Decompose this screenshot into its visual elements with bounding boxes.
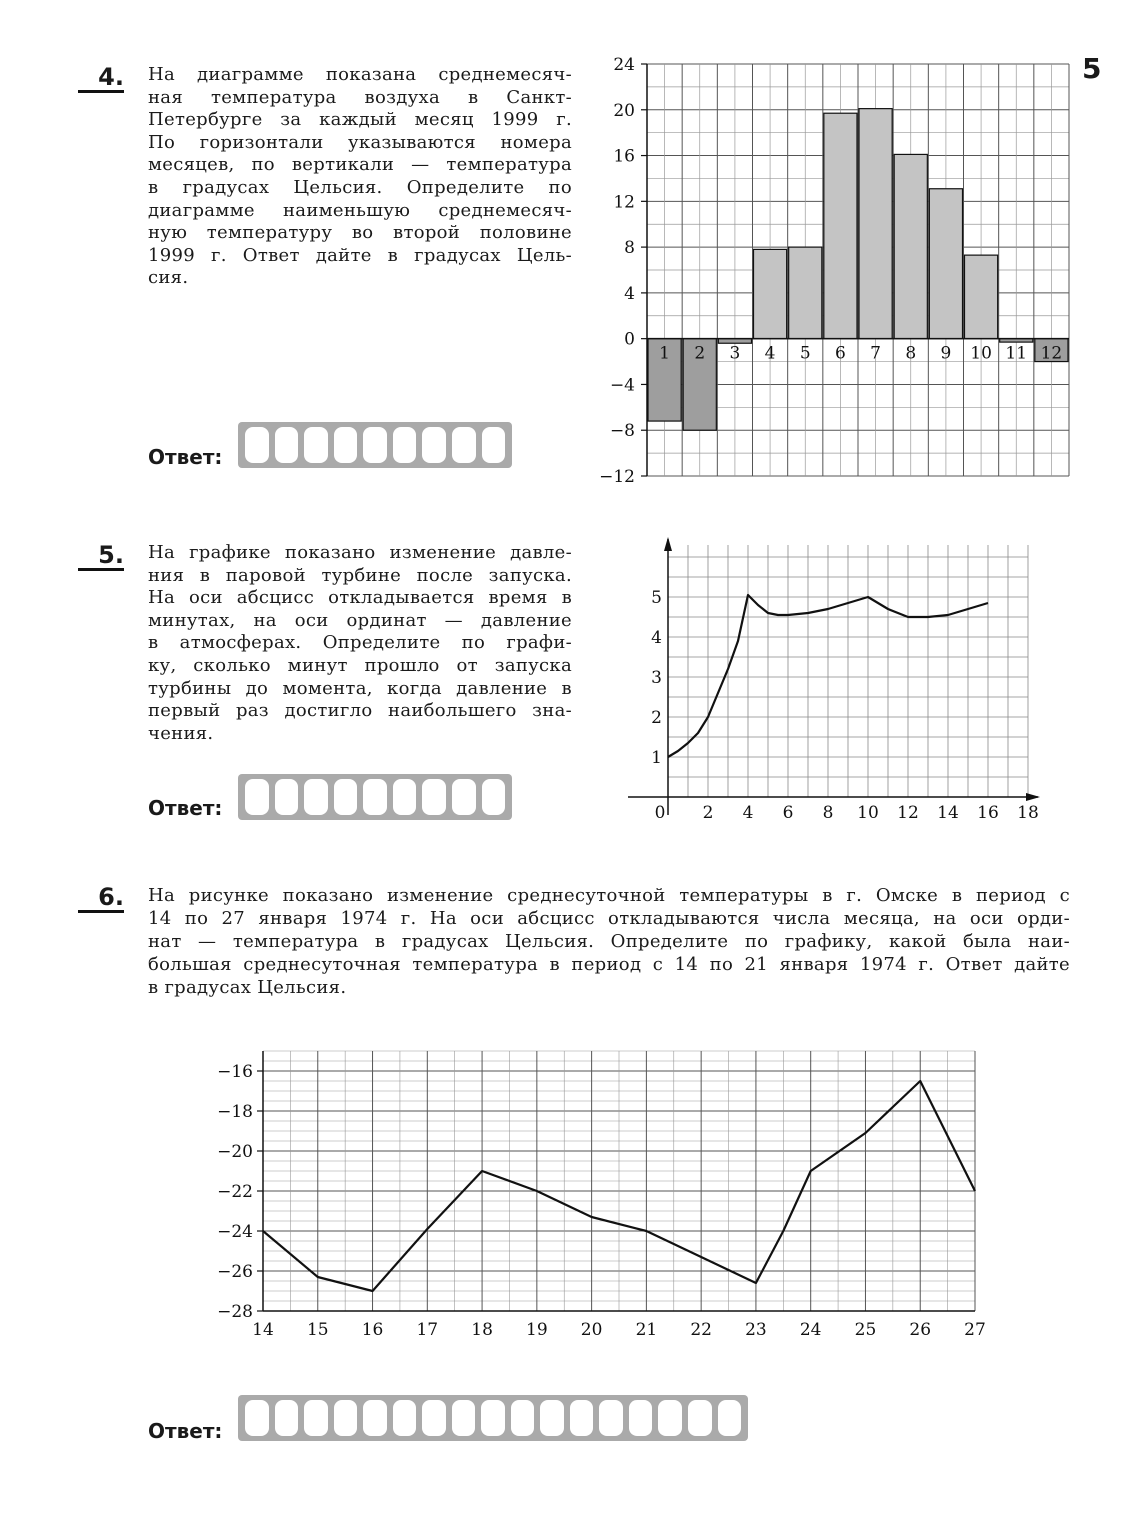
text-line: ная температура воздуха в Санкт- [148, 86, 572, 108]
y-tick-label: −20 [217, 1142, 253, 1162]
x-tick-label: 22 [690, 1320, 712, 1340]
y-tick-label: −24 [217, 1222, 253, 1242]
x-tick-label: 6 [782, 803, 794, 823]
x-tick-label: 12 [897, 803, 919, 823]
x-tick-label: 16 [361, 1320, 384, 1340]
answer-cell[interactable] [570, 1400, 594, 1436]
text-line: минутах, на оси ординат — давление [148, 609, 572, 631]
x-tick-label: 7 [870, 343, 881, 364]
y-tick-label: −4 [609, 375, 635, 396]
x-tick-label: 15 [306, 1320, 329, 1340]
text-line: в атмосферах. Определите по графи- [148, 632, 572, 654]
x-tick-label: 3 [729, 343, 741, 364]
x-tick-label: 2 [702, 803, 714, 823]
y-tick-label: −16 [217, 1062, 253, 1082]
text-line: На графике показано изменение давле- [148, 542, 572, 563]
x-tick-label: 9 [940, 343, 952, 364]
y-tick-label: 5 [651, 588, 662, 608]
y-tick-label: 16 [613, 146, 635, 167]
x-tick-label: 4 [764, 343, 776, 364]
page-number: 5 [1082, 52, 1102, 85]
task-5-answer-label: Ответ: [148, 796, 223, 820]
x-tick-label: 10 [970, 343, 992, 364]
text-line: диаграмме наименьшую среднемесяч- [148, 199, 572, 221]
y-tick-label: 3 [651, 668, 662, 688]
y-tick-label: −8 [609, 421, 635, 442]
task-6-number: 6. [78, 884, 124, 913]
x-tick-label: 1 [659, 343, 670, 364]
y-tick-label: 24 [613, 55, 635, 75]
text-line: По горизонтали указываются номера [148, 131, 572, 153]
y-tick-label: 8 [624, 238, 635, 259]
y-tick-label: 4 [651, 628, 662, 648]
x-tick-label: 27 [964, 1320, 986, 1340]
x-tick-label: 0 [654, 803, 666, 823]
answer-cell[interactable] [422, 1400, 446, 1436]
task-4-answer-label: Ответ: [148, 445, 223, 469]
text-line: чения. [148, 722, 214, 744]
y-tick-label: 12 [613, 192, 635, 213]
text-line: первый раз достигло наибольшего зна- [148, 700, 572, 722]
x-tick-label: 14 [937, 803, 959, 823]
answer-cell[interactable] [688, 1400, 712, 1436]
answer-cell[interactable] [363, 1400, 387, 1436]
answer-cell[interactable] [540, 1400, 564, 1436]
text-line: ную температуру во второй половине [148, 222, 572, 244]
answer-cell[interactable] [304, 1400, 328, 1436]
text-line: нат — температура в градусах Цельсия. Определите по графику, какой была наи- [148, 931, 1070, 952]
x-tick-label: 4 [742, 803, 754, 823]
x-tick-label: 24 [799, 1320, 822, 1340]
task-6-answer-field[interactable] [238, 1395, 748, 1441]
x-tick-label: 19 [526, 1320, 548, 1340]
x-tick-label: 16 [977, 803, 999, 823]
task-4-number: 4. [78, 64, 124, 93]
x-tick-label: 10 [857, 803, 879, 823]
text-line: сия. [148, 267, 189, 289]
x-tick-label: 18 [1017, 803, 1039, 823]
answer-cell[interactable] [599, 1400, 623, 1436]
x-tick-label: 5 [799, 343, 811, 364]
text-line: месяцев, по вертикали — температура [148, 154, 572, 176]
x-tick-label: 18 [471, 1320, 493, 1340]
text-line: Петербурге за каждый месяц 1999 г. [148, 109, 572, 131]
x-tick-label: 8 [905, 343, 917, 364]
y-tick-label: −22 [217, 1182, 253, 1202]
answer-cell[interactable] [393, 1400, 417, 1436]
x-tick-label: 26 [909, 1320, 932, 1340]
x-tick-label: 21 [635, 1320, 658, 1340]
y-tick-label: 2 [651, 708, 662, 728]
answer-cell[interactable] [658, 1400, 682, 1436]
y-tick-label: −26 [217, 1262, 253, 1282]
y-tick-label: 20 [613, 100, 635, 121]
text-line: На диаграмме показана среднемесяч- [148, 64, 572, 85]
answer-cell[interactable] [718, 1400, 742, 1436]
y-tick-label: −12 [599, 467, 635, 487]
y-tick-label: 0 [624, 329, 635, 350]
text-line: 14 по 27 января 1974 г. На оси абсцисс откладываются числа месяца, на оси орди- [148, 908, 1070, 929]
answer-cell[interactable] [452, 1400, 476, 1436]
x-tick-label: 11 [1005, 343, 1028, 364]
text-line: 1999 г. Ответ дайте в градусах Цель- [148, 244, 572, 266]
text-line: большая среднесуточная температура в период с 14 по 21 января 1974 г. Ответ дайте [148, 954, 1070, 975]
x-tick-label: 12 [1040, 343, 1063, 364]
y-tick-label: 1 [651, 748, 662, 768]
text-line: турбины до момента, когда давление в [148, 677, 572, 699]
x-tick-label: 20 [580, 1320, 603, 1340]
text-line: На рисунке показано изменение среднесуточной температуры в г. Омске в период с [148, 885, 1070, 906]
x-tick-label: 8 [822, 803, 834, 823]
answer-cell[interactable] [334, 1400, 358, 1436]
x-tick-label: 25 [854, 1320, 877, 1340]
answer-cell[interactable] [629, 1400, 653, 1436]
text-line: в градусах Цельсия. [148, 977, 347, 998]
answer-cell[interactable] [511, 1400, 535, 1436]
x-tick-label: 14 [252, 1320, 274, 1340]
task-6-answer-label: Ответ: [148, 1419, 223, 1443]
y-tick-label: 4 [624, 283, 635, 304]
y-tick-label: −18 [217, 1102, 253, 1122]
answer-cell[interactable] [481, 1400, 505, 1436]
x-tick-label: 17 [416, 1320, 439, 1340]
text-line: ку, сколько минут прошло от запуска [148, 654, 572, 676]
text-line: На оси абсцисс откладывается время в [148, 587, 572, 609]
x-tick-label: 6 [835, 343, 846, 364]
answer-cell[interactable] [275, 1400, 299, 1436]
x-tick-label: 2 [694, 343, 706, 364]
text-line: ния в паровой турбине после запуска. [148, 564, 572, 586]
text-line: в градусах Цельсия. Определите по [148, 176, 572, 198]
x-tick-label: 23 [745, 1320, 767, 1340]
y-tick-label: −28 [217, 1302, 253, 1322]
task-5-number: 5. [78, 542, 124, 571]
answer-cell[interactable] [245, 1400, 269, 1436]
